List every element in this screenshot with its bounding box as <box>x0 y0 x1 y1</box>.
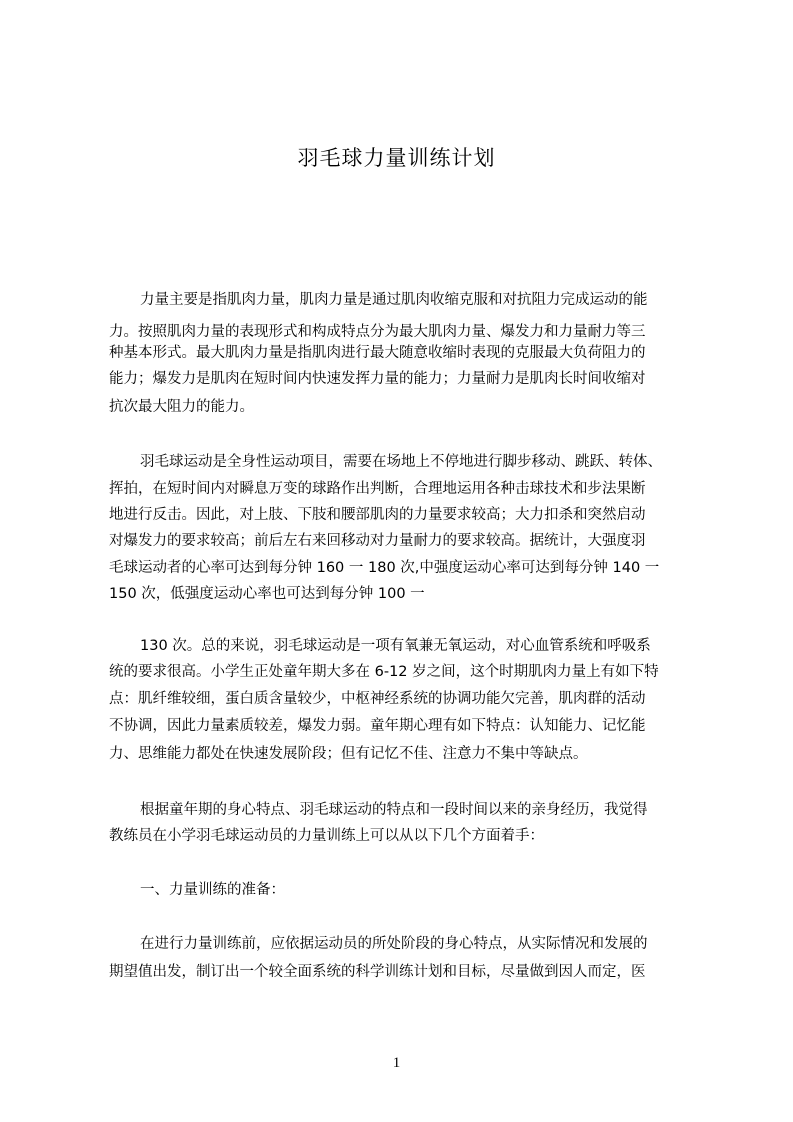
page-title: 羽毛球力量训练计划 <box>297 146 496 170</box>
page-number: 1 <box>392 1055 401 1071</box>
text-line: 根据童年期的身心特点、羽毛球运动的特点和一段时间以来的亲身经历，我觉得 <box>140 802 648 818</box>
text-line: 毛球运动者的心率可达到每分钟 160 一 180 次,中强度运动心率可达到每分钟 140 一 <box>109 560 660 576</box>
text-line: 地进行反击。因此，对上肢、下肢和腰部肌肉的力量要求较高；大力扣杀和突然启动 <box>109 507 646 523</box>
text-line: 统的要求很高。小学生正处童年期大多在 6-12 岁之间，这个时期肌肉力量上有如下特 <box>109 664 659 680</box>
text-line: 对爆发力的要求较高；前后左右来回移动对力量耐力的要求较高。据统计，大强度羽 <box>109 533 646 549</box>
text-line: 150 次，低强度运动心率也可达到每分钟 100 一 <box>109 586 425 602</box>
text-line: 抗次最大阻力的能力。 <box>109 399 254 415</box>
text-line: 种基本形式。最大肌肉力量是指肌肉进行最大随意收缩时表现的克服最大负荷阻力的 <box>109 345 646 361</box>
text-line: 力。按照肌肉力量的表现形式和构成特点分为最大肌肉力量、爆发力和力量耐力等三 <box>109 324 646 340</box>
text-line: 能力；爆发力是肌肉在短时间内快速发挥力量的能力；力量耐力是肌肉长时间收缩对 <box>109 371 646 387</box>
text-line: 挥拍，在短时间内对瞬息万变的球路作出判断，合理地运用各种击球技术和步法果断 <box>109 481 646 497</box>
text-line: 教练员在小学羽毛球运动员的力量训练上可以从以下几个方面着手： <box>109 828 544 844</box>
text-line: 期望值出发，制订出一个较全面系统的科学训练计划和目标，尽量做到因人而定，医 <box>109 964 646 980</box>
text-line: 力量主要是指肌肉力量，肌肉力量是通过肌肉收缩克服和对抗阻力完成运动的能 <box>140 292 648 308</box>
section-heading: 一、力量训练的准备： <box>140 882 285 898</box>
text-line: 130 次。总的来说，羽毛球运动是一项有氧兼无氧运动，对心血管系统和呼吸系 <box>140 638 651 654</box>
text-line: 羽毛球运动是全身性运动项目，需要在场地上不停地进行脚步移动、跳跃、转体、 <box>140 454 662 470</box>
text-line: 点：肌纤维较细，蛋白质含量较少，中枢神经系统的协调功能欠完善，肌肉群的活动 <box>109 691 646 707</box>
text-line: 不协调，因此力量素质较差，爆发力弱。童年期心理有如下特点：认知能力、记忆能 <box>109 718 646 734</box>
text-line: 在进行力量训练前，应依据运动员的所处阶段的身心特点，从实际情况和发展的 <box>140 936 648 952</box>
text-line: 力、思维能力都处在快速发展阶段；但有记忆不佳、注意力不集中等缺点。 <box>109 746 588 762</box>
